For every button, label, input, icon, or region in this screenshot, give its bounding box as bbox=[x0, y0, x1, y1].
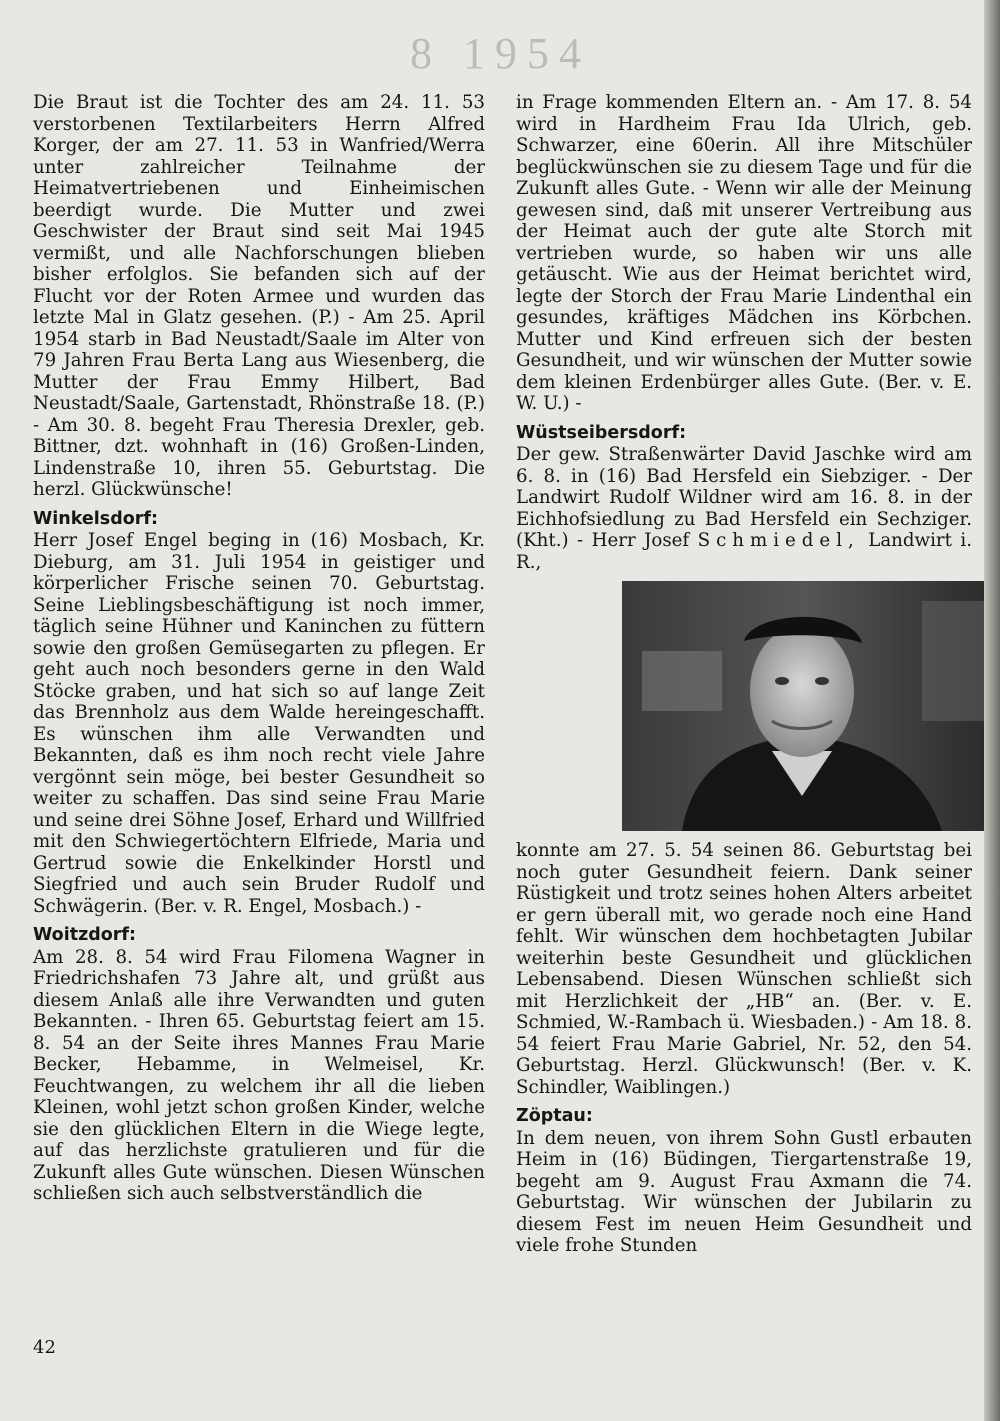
article-paragraph: Herr Josef Engel beging in (16) Mosbach, Kr. Dieburg, am 31. Juli 1954 in geistiger und körperlicher Frische seinen 70. Geburtstag. Seine Lieblingsbeschäftigung ist noch immer, täglich seine Hühner und Kaninchen zu füttern sowie den großen Gemüsegarten zu pflegen. Er geht auch noch besonders gerne in den Wald Stöcke graben, und hat sich so auf lange Zeit das Brennholz aus dem Walde hereingeschafft. Es wünschen ihm alle Verwandten und Bekannten, daß es ihm noch recht viele Jahre vergönnt sein möge, bei bester Gesundheit so weiter zu schaffen. Das sind seine Frau Marie und seine drei Söhne Josef, Erhard und Willfried mit den Schwiegertöchtern Elfriede, Maria und Gertrud sowie die Enkelkinder Horstl und Siegfried und auch sein Bruder Rudolf und Schwägerin. (Ber. v. R. Engel, Mosbach.) - bbox=[33, 530, 485, 917]
portrait-image bbox=[622, 581, 984, 831]
section-heading-zoeptau: Zöptau: bbox=[516, 1106, 593, 1126]
date-stamp: 8 1954 bbox=[410, 29, 591, 78]
portrait-photo bbox=[622, 581, 984, 831]
right-column bbox=[516, 92, 972, 1257]
left-column bbox=[33, 92, 485, 1205]
article-paragraph bbox=[516, 444, 972, 573]
section-heading-winkelsdorf: Winkelsdorf: bbox=[33, 508, 159, 529]
article-paragraph: Am 28. 8. 54 wird Frau Filomena Wagner in Friedrichshafen 73 Jahre alt, und grüßt aus diesem Anlaß alle ihre Verwandten und guten Bekannten. - Ihren 65. Geburtstag feiert am 15. 8. 54 an der Seite ihres Mannes Frau Marie Becker, Hebamme, in Welmeisel, Kr. Feuchtwangen, zu welchem ihr all die lieben Kleinen, wohl jetzt schon großen Kinder, welche sie den glücklichen Eltern in die Wiege legte, auf das herzlichste gratulieren und für die Zukunft alles Gute wünschen. Diesen Wünschen schließen sich auch selbstverständlich die bbox=[33, 946, 485, 1204]
article-paragraph: Die Braut ist die Tochter des am 24. 11. 53 verstorbenen Textilarbeiters Herrn Alfred Korger, der am 27. 11. 53 in Wanfried/Werra unter zahlreicher Teilnahme der Heimatvertriebenen und Einheimischen beerdigt wurde. Die Mutter und zwei Geschwister der Braut sind seit Mai 1945 vermißt, und alle Nachforschungen blieben bisher erfolglos. Sie befanden sich auf der Flucht vor der Roten Armee und wurden das letzte Mal in Glatz gesehen. (P.) - Am 25. April 1954 starb in Bad Neustadt/Saale im Alter von 79 Jahren Frau Berta Lang aus Wiesenberg, die Mutter der Frau Emmy Hilbert, Bad Neustadt/Saale, Gartenstadt, Rhönstraße 18. (P.) - Am 30. 8. begeht Frau Theresia Drexler, geb. Bittner, dzt. wohnhaft in (16) Großen-Linden, Lindenstraße 10, ihren 55. Geburtstag. Die herzl. Glückwünsche! bbox=[33, 92, 485, 500]
section-heading-woitzdorf: Woitzdorf: bbox=[33, 925, 137, 945]
page-number: 42 bbox=[33, 1337, 56, 1358]
article-text: Der gew. Straßenwärter David Jaschke wird am 6. 8. in (16) Bad Hersfeld ein Siebziger. - Der Landwirt Rudolf Wildner wird am 16. 8. in der Eichhofsiedlung zu Bad Hersfeld ein Sechziger. (Kht.) - Herr Josef bbox=[516, 444, 972, 551]
article-text: Landwirt i. R., bbox=[516, 530, 972, 573]
section-heading-wuestseibersdorf: Wüstseibersdorf: bbox=[516, 422, 687, 443]
article-paragraph: konnte am 27. 5. 54 seinen 86. Geburtstag bei noch guter Gesundheit feiern. Dank seiner Rüstigkeit und trotz seines hohen Alters arbeitet er gern überall mit, wo gerade noch eine Hand fehlt. Wir wünschen dem hochbetagten Jubilar weiterhin beste Gesundheit und glücklichen Lebensabend. Diesen Wünschen schließt sich mit Herzlichkeit der „HB“ an. (Ber. v. E. Schmied, W.-Rambach ü. Wiesbaden.) - Am 18. 8. 54 feiert Frau Marie Gabriel, Nr. 52, den 54. Geburtstag. Herzl. Glückwunsch! (Ber. v. K. Schindler, Waiblingen.) bbox=[516, 840, 972, 1098]
page-edge-shadow bbox=[984, 0, 1000, 1421]
article-paragraph: In dem neuen, von ihrem Sohn Gustl erbauten Heim in (16) Büdingen, Tiergartenstraße 19, begeht am 9. August Frau Axmann die 74. Geburtstag. Wir wünschen der Jubilarin zu diesem Fest im neuen Heim Gesundheit und viele frohe Stunden bbox=[516, 1127, 972, 1256]
article-paragraph: in Frage kommenden Eltern an. - Am 17. 8. 54 wird in Hardheim Frau Ida Ulrich, geb. Schwarzer, eine 60erin. All ihre Mitschüler beglückwünschen sie zu diesem Tage und für die Zukunft alles Gute. - Wenn wir alle der Meinung gewesen sind, daß mit unserer Vertreibung aus der Heimat auch der gute alte Storch mit vertrieben wurde, so haben wir uns alle getäuscht. Wie aus der Heimat berichtet wird, legte der Storch der Frau Marie Lindenthal ein gesundes, kräftiges Mädchen ins Körbchen. Mutter und Kind erfreuen sich der besten Gesundheit, und wir wünschen der Mutter sowie dem kleinen Erdenbürger alles Gute. (Ber. v. E. W. U.) - bbox=[516, 92, 972, 414]
person-name: Schmiedel, bbox=[697, 530, 860, 551]
